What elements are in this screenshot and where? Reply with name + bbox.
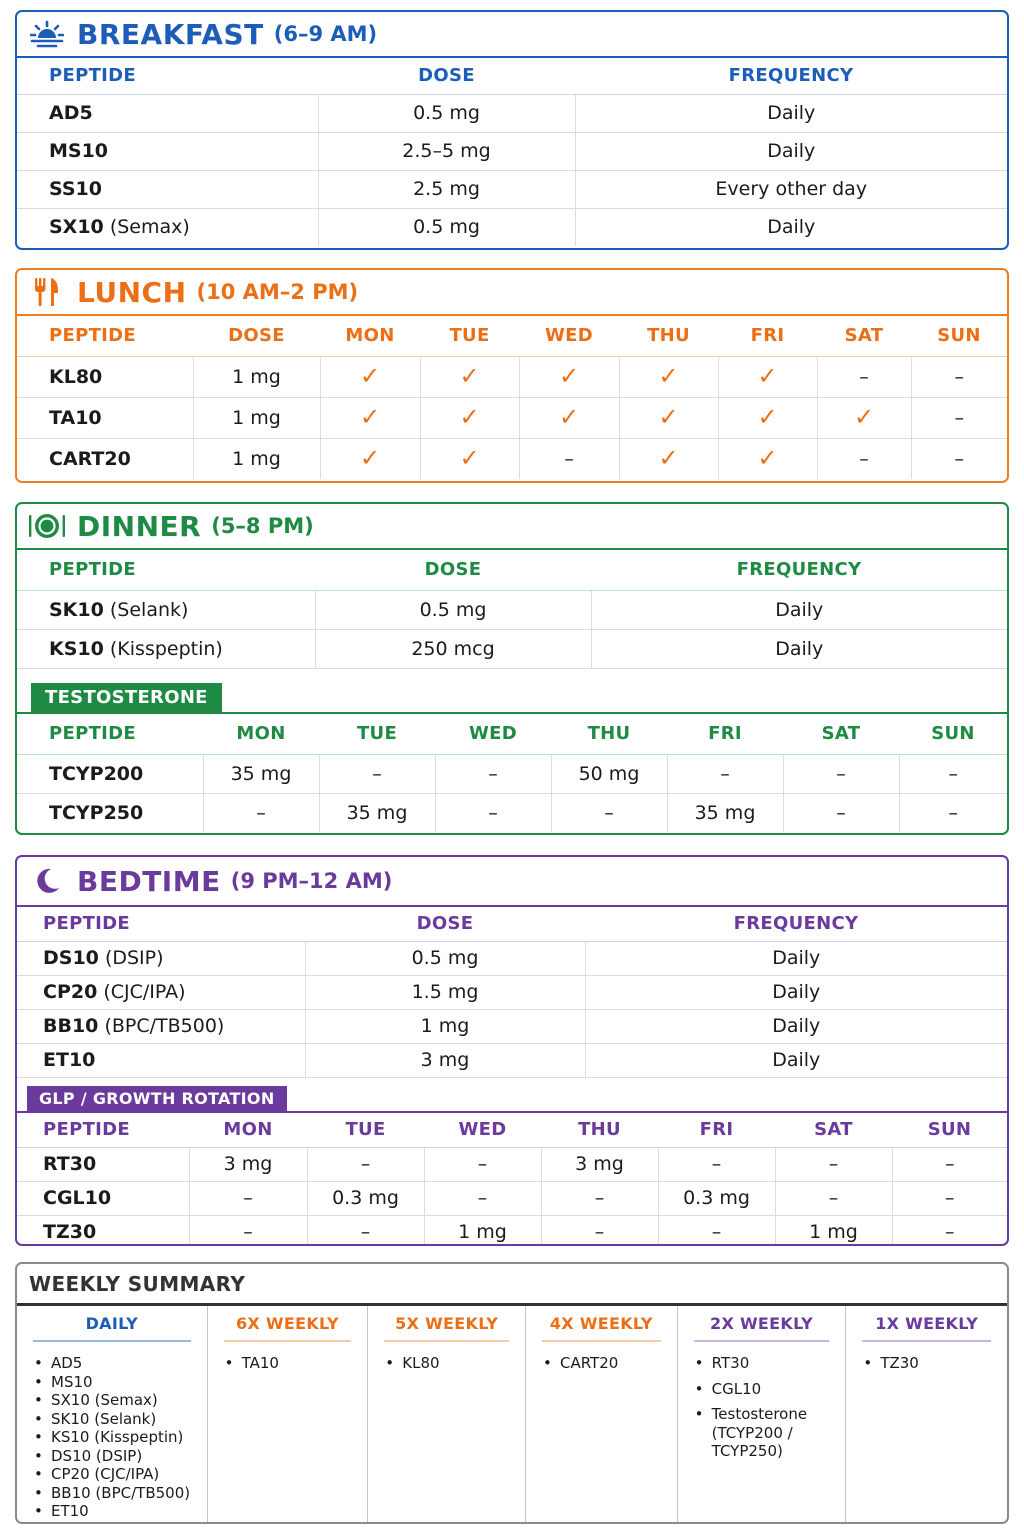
peptide-note: (Selank) bbox=[103, 598, 189, 621]
fork-knife-icon bbox=[29, 277, 65, 307]
peptide-cell bbox=[17, 208, 318, 246]
table-row bbox=[17, 438, 1007, 479]
check-icon: ✓ bbox=[658, 403, 679, 431]
dose-cell: 1 mg bbox=[193, 356, 320, 397]
bedtime-header bbox=[17, 857, 1007, 907]
column-header: THU bbox=[541, 1113, 658, 1147]
day-cell: 3 mg bbox=[189, 1147, 307, 1181]
day-cell: – bbox=[307, 1215, 424, 1246]
summary-column bbox=[368, 1306, 526, 1524]
day-cell bbox=[619, 438, 718, 479]
day-cell bbox=[519, 397, 619, 438]
peptide-cell bbox=[17, 1043, 305, 1077]
list-item: • CART20 bbox=[542, 1354, 661, 1373]
day-cell bbox=[911, 397, 1007, 438]
weekly-summary-header bbox=[17, 1264, 1007, 1306]
day-cell bbox=[817, 356, 911, 397]
table-row bbox=[17, 397, 1007, 438]
lunch-section bbox=[15, 268, 1009, 483]
column-header: FREQUENCY bbox=[585, 907, 1007, 941]
peptide-cell bbox=[17, 397, 193, 438]
column-header: SUN bbox=[911, 316, 1007, 356]
day-cell bbox=[519, 438, 619, 479]
dinner-time: (5–8 PM) bbox=[211, 514, 314, 538]
summary-column-heading: 5X WEEKLY bbox=[384, 1314, 509, 1342]
summary-list bbox=[694, 1354, 830, 1461]
column-header: PEPTIDE bbox=[17, 714, 203, 754]
day-cell bbox=[519, 356, 619, 397]
peptide-code: DS10 bbox=[43, 947, 99, 969]
day-cell bbox=[320, 438, 420, 479]
column-header: THU bbox=[619, 316, 718, 356]
peptide-code: CART20 bbox=[49, 447, 131, 470]
column-header: SAT bbox=[775, 1113, 892, 1147]
dinner-table bbox=[17, 550, 1007, 668]
weekly-summary-columns bbox=[17, 1306, 1007, 1524]
day-cell bbox=[420, 438, 519, 479]
dose-cell: 0.5 mg bbox=[315, 590, 591, 629]
dose-cell: 1 mg bbox=[193, 438, 320, 479]
day-cell: – bbox=[189, 1215, 307, 1246]
list-item: • KS10 (Kisspeptin) bbox=[33, 1428, 191, 1447]
peptide-code: RT30 bbox=[43, 1153, 97, 1175]
table-row bbox=[17, 132, 1007, 170]
summary-list bbox=[224, 1354, 352, 1373]
peptide-code: TA10 bbox=[49, 406, 102, 429]
peptide-cell bbox=[17, 590, 315, 629]
column-header: TUE bbox=[307, 1113, 424, 1147]
frequency-cell: Daily bbox=[575, 94, 1007, 132]
table-row bbox=[17, 1215, 1007, 1246]
day-cell: 0.3 mg bbox=[307, 1181, 424, 1215]
list-item: • CP20 (CJC/IPA) bbox=[33, 1465, 191, 1484]
day-cell: 0.3 mg bbox=[658, 1181, 775, 1215]
breakfast-time: (6–9 AM) bbox=[273, 22, 378, 46]
column-header: WED bbox=[424, 1113, 541, 1147]
check-icon: ✓ bbox=[558, 403, 580, 431]
bedtime-section bbox=[15, 855, 1009, 1246]
day-cell: – bbox=[775, 1147, 892, 1181]
summary-column bbox=[17, 1306, 208, 1524]
dinner-title: DINNER bbox=[77, 509, 202, 543]
day-cell: – bbox=[424, 1147, 541, 1181]
peptide-code: CGL10 bbox=[43, 1187, 112, 1209]
column-header: THU bbox=[551, 714, 667, 754]
day-cell: – bbox=[435, 754, 551, 793]
column-header: SUN bbox=[892, 1113, 1007, 1147]
dinner-section bbox=[15, 502, 1009, 835]
list-item: • SK10 (Selank) bbox=[33, 1410, 191, 1429]
list-item: • TZ30 bbox=[862, 1354, 991, 1373]
sunrise-icon bbox=[29, 19, 65, 49]
day-cell: 35 mg bbox=[319, 793, 435, 832]
table-row bbox=[17, 208, 1007, 246]
peptide-code: SK10 bbox=[49, 598, 104, 621]
frequency-cell: Daily bbox=[591, 590, 1007, 629]
table-row bbox=[17, 1147, 1007, 1181]
check-icon: ✓ bbox=[359, 362, 381, 390]
breakfast-section bbox=[15, 10, 1009, 250]
day-cell bbox=[718, 397, 817, 438]
dose-cell: 1.5 mg bbox=[305, 975, 585, 1009]
dose-cell: 2.5 mg bbox=[318, 170, 575, 208]
day-cell: – bbox=[658, 1147, 775, 1181]
table-row bbox=[17, 590, 1007, 629]
peptide-code: KS10 bbox=[49, 637, 104, 660]
summary-column-heading: 4X WEEKLY bbox=[542, 1314, 661, 1342]
column-header: MON bbox=[203, 714, 319, 754]
frequency-cell: Daily bbox=[585, 1043, 1007, 1077]
peptide-code: TCYP250 bbox=[49, 801, 144, 824]
table-row bbox=[17, 1181, 1007, 1215]
table-row bbox=[17, 170, 1007, 208]
lunch-time: (10 AM–2 PM) bbox=[196, 280, 359, 304]
peptide-cell bbox=[17, 629, 315, 668]
testosterone-subheader bbox=[17, 668, 1007, 714]
dose-cell: 0.5 mg bbox=[318, 94, 575, 132]
summary-list bbox=[33, 1354, 191, 1521]
column-header: SUN bbox=[899, 714, 1007, 754]
column-header: WED bbox=[435, 714, 551, 754]
table-row bbox=[17, 94, 1007, 132]
day-cell: – bbox=[189, 1181, 307, 1215]
peptide-code: KL80 bbox=[49, 365, 103, 388]
list-item: • AD5 bbox=[33, 1354, 191, 1373]
column-header: FRI bbox=[718, 316, 817, 356]
summary-column-heading: 2X WEEKLY bbox=[694, 1314, 830, 1342]
peptide-cell bbox=[17, 975, 305, 1009]
glp-growth-tag: GLP / GROWTH ROTATION bbox=[27, 1086, 287, 1111]
dash-mark: – bbox=[954, 406, 964, 429]
day-cell: – bbox=[435, 793, 551, 832]
breakfast-header bbox=[17, 12, 1007, 58]
check-icon: ✓ bbox=[757, 362, 778, 390]
day-cell bbox=[320, 356, 420, 397]
dash-mark: – bbox=[954, 365, 964, 388]
list-item: • Testosterone (TCYP200 / TCYP250) bbox=[694, 1405, 830, 1461]
column-header: PEPTIDE bbox=[17, 316, 193, 356]
plate-icon bbox=[29, 511, 65, 541]
day-cell bbox=[817, 397, 911, 438]
peptide-cell bbox=[17, 1147, 189, 1181]
check-icon: ✓ bbox=[757, 444, 778, 473]
frequency-cell: Daily bbox=[585, 941, 1007, 975]
day-cell: – bbox=[658, 1215, 775, 1246]
day-cell: – bbox=[783, 754, 899, 793]
glp-growth-table bbox=[17, 1113, 1007, 1246]
summary-column bbox=[678, 1306, 847, 1524]
day-cell: 35 mg bbox=[203, 754, 319, 793]
peptide-cell bbox=[17, 793, 203, 832]
column-header: DOSE bbox=[193, 316, 320, 356]
column-header: DOSE bbox=[318, 58, 575, 94]
list-item: • MS10 bbox=[33, 1373, 191, 1392]
column-header: PEPTIDE bbox=[17, 1113, 189, 1147]
list-item: • KL80 bbox=[384, 1354, 509, 1373]
day-cell: – bbox=[892, 1147, 1007, 1181]
list-item: • DS10 (DSIP) bbox=[33, 1447, 191, 1466]
column-header: MON bbox=[189, 1113, 307, 1147]
dash-mark: – bbox=[859, 365, 869, 388]
column-header: TUE bbox=[420, 316, 519, 356]
summary-list bbox=[384, 1354, 509, 1373]
bedtime-time: (9 PM–12 AM) bbox=[230, 869, 393, 893]
bedtime-table bbox=[17, 907, 1007, 1077]
day-cell: 50 mg bbox=[551, 754, 667, 793]
column-header: TUE bbox=[319, 714, 435, 754]
list-item: • CGL10 bbox=[694, 1380, 830, 1399]
dash-mark: – bbox=[859, 447, 869, 470]
summary-column bbox=[526, 1306, 678, 1524]
peptide-code: AD5 bbox=[49, 102, 93, 124]
day-cell: – bbox=[899, 793, 1007, 832]
dose-cell: 250 mcg bbox=[315, 629, 591, 668]
list-item: • BB10 (BPC/TB500) bbox=[33, 1484, 191, 1503]
peptide-note: (Kisspeptin) bbox=[103, 637, 223, 660]
dose-cell: 1 mg bbox=[193, 397, 320, 438]
peptide-code: TCYP200 bbox=[49, 762, 144, 785]
day-cell bbox=[619, 397, 718, 438]
day-cell: 3 mg bbox=[541, 1147, 658, 1181]
column-header: FREQUENCY bbox=[591, 550, 1007, 590]
day-cell: – bbox=[424, 1181, 541, 1215]
peptide-code: MS10 bbox=[49, 140, 109, 162]
day-cell bbox=[911, 356, 1007, 397]
dose-cell: 0.5 mg bbox=[305, 941, 585, 975]
frequency-cell: Daily bbox=[585, 975, 1007, 1009]
dose-cell: 2.5–5 mg bbox=[318, 132, 575, 170]
column-header: PEPTIDE bbox=[17, 58, 318, 94]
frequency-cell: Daily bbox=[575, 208, 1007, 246]
day-cell: – bbox=[775, 1181, 892, 1215]
peptide-cell bbox=[17, 1181, 189, 1215]
moon-icon bbox=[29, 866, 65, 896]
day-cell bbox=[619, 356, 718, 397]
column-header: SAT bbox=[783, 714, 899, 754]
column-header: WED bbox=[519, 316, 619, 356]
column-header: PEPTIDE bbox=[17, 907, 305, 941]
day-cell: 1 mg bbox=[775, 1215, 892, 1246]
summary-list bbox=[862, 1354, 991, 1373]
check-icon: ✓ bbox=[359, 403, 381, 431]
check-icon: ✓ bbox=[359, 444, 381, 473]
table-row bbox=[17, 356, 1007, 397]
check-icon: ✓ bbox=[459, 403, 480, 431]
column-header: FRI bbox=[658, 1113, 775, 1147]
dash-mark: – bbox=[564, 447, 574, 470]
day-cell bbox=[320, 397, 420, 438]
peptide-note: (BPC/TB500) bbox=[98, 1015, 225, 1037]
day-cell: – bbox=[541, 1215, 658, 1246]
table-row bbox=[17, 1009, 1007, 1043]
peptide-code: ET10 bbox=[43, 1049, 96, 1072]
frequency-cell: Every other day bbox=[575, 170, 1007, 208]
day-cell: – bbox=[551, 793, 667, 832]
day-cell: – bbox=[319, 754, 435, 793]
day-cell bbox=[911, 438, 1007, 479]
frequency-cell: Daily bbox=[585, 1009, 1007, 1043]
day-cell: 35 mg bbox=[667, 793, 783, 832]
peptide-cell bbox=[17, 1009, 305, 1043]
day-cell: 1 mg bbox=[424, 1215, 541, 1246]
list-item: • RT30 bbox=[694, 1354, 830, 1373]
testosterone-table bbox=[17, 714, 1007, 832]
peptide-cell bbox=[17, 754, 203, 793]
lunch-header bbox=[17, 270, 1007, 316]
summary-column-heading: 6X WEEKLY bbox=[224, 1314, 352, 1342]
peptide-cell bbox=[17, 94, 318, 132]
day-cell: – bbox=[892, 1215, 1007, 1246]
check-icon: ✓ bbox=[459, 444, 480, 473]
dose-cell: 0.5 mg bbox=[318, 208, 575, 246]
peptide-cell bbox=[17, 170, 318, 208]
weekly-summary-section bbox=[15, 1262, 1009, 1524]
frequency-cell: Daily bbox=[591, 629, 1007, 668]
list-item: • SX10 (Semax) bbox=[33, 1391, 191, 1410]
column-header: MON bbox=[320, 316, 420, 356]
day-cell: – bbox=[667, 754, 783, 793]
column-header: FREQUENCY bbox=[575, 58, 1007, 94]
check-icon: ✓ bbox=[459, 362, 480, 390]
glp-growth-subheader bbox=[17, 1077, 1007, 1113]
day-cell bbox=[718, 356, 817, 397]
peptide-code: SS10 bbox=[49, 178, 102, 200]
day-cell: – bbox=[899, 754, 1007, 793]
peptide-code: CP20 bbox=[43, 981, 98, 1003]
column-header: DOSE bbox=[315, 550, 591, 590]
dose-cell: 1 mg bbox=[305, 1009, 585, 1043]
peptide-cell bbox=[17, 438, 193, 479]
frequency-cell: Daily bbox=[575, 132, 1007, 170]
peptide-cell bbox=[17, 941, 305, 975]
weekly-summary-title: WEEKLY SUMMARY bbox=[29, 1271, 246, 1296]
peptide-code: SX10 bbox=[49, 216, 104, 239]
table-row bbox=[17, 793, 1007, 832]
summary-column-heading: DAILY bbox=[33, 1314, 191, 1342]
day-cell: – bbox=[203, 793, 319, 832]
column-header: DOSE bbox=[305, 907, 585, 941]
peptide-note: (Semax) bbox=[103, 216, 190, 239]
peptide-note: (CJC/IPA) bbox=[97, 981, 186, 1003]
summary-column bbox=[208, 1306, 369, 1524]
day-cell: – bbox=[783, 793, 899, 832]
lunch-table bbox=[17, 316, 1007, 479]
summary-list bbox=[542, 1354, 661, 1373]
peptide-cell bbox=[17, 356, 193, 397]
check-icon: ✓ bbox=[558, 362, 580, 390]
table-row bbox=[17, 975, 1007, 1009]
summary-column-heading: 1X WEEKLY bbox=[862, 1314, 991, 1342]
day-cell bbox=[420, 356, 519, 397]
table-row bbox=[17, 629, 1007, 668]
day-cell bbox=[718, 438, 817, 479]
testosterone-tag: TESTOSTERONE bbox=[31, 683, 222, 712]
summary-column bbox=[846, 1306, 1007, 1524]
dose-cell: 3 mg bbox=[305, 1043, 585, 1077]
day-cell: – bbox=[541, 1181, 658, 1215]
lunch-title: LUNCH bbox=[77, 275, 187, 309]
column-header: SAT bbox=[817, 316, 911, 356]
peptide-cell bbox=[17, 1215, 189, 1246]
day-cell bbox=[420, 397, 519, 438]
list-item: • TA10 bbox=[224, 1354, 352, 1373]
table-row bbox=[17, 1043, 1007, 1077]
dash-mark: – bbox=[954, 447, 964, 470]
column-header: PEPTIDE bbox=[17, 550, 315, 590]
table-row bbox=[17, 941, 1007, 975]
check-icon: ✓ bbox=[658, 362, 679, 390]
check-icon: ✓ bbox=[853, 403, 875, 431]
check-icon: ✓ bbox=[658, 444, 679, 473]
peptide-note: (DSIP) bbox=[98, 947, 164, 969]
table-row bbox=[17, 754, 1007, 793]
peptide-cell bbox=[17, 132, 318, 170]
day-cell: – bbox=[892, 1181, 1007, 1215]
day-cell bbox=[817, 438, 911, 479]
breakfast-title: BREAKFAST bbox=[77, 17, 264, 51]
peptide-code: TZ30 bbox=[43, 1221, 97, 1244]
list-item: • ET10 bbox=[33, 1502, 191, 1521]
dinner-header bbox=[17, 504, 1007, 550]
bedtime-title: BEDTIME bbox=[77, 864, 221, 898]
check-icon: ✓ bbox=[757, 403, 778, 431]
day-cell: – bbox=[307, 1147, 424, 1181]
peptide-code: BB10 bbox=[43, 1015, 99, 1037]
column-header: FRI bbox=[667, 714, 783, 754]
breakfast-table bbox=[17, 58, 1007, 246]
